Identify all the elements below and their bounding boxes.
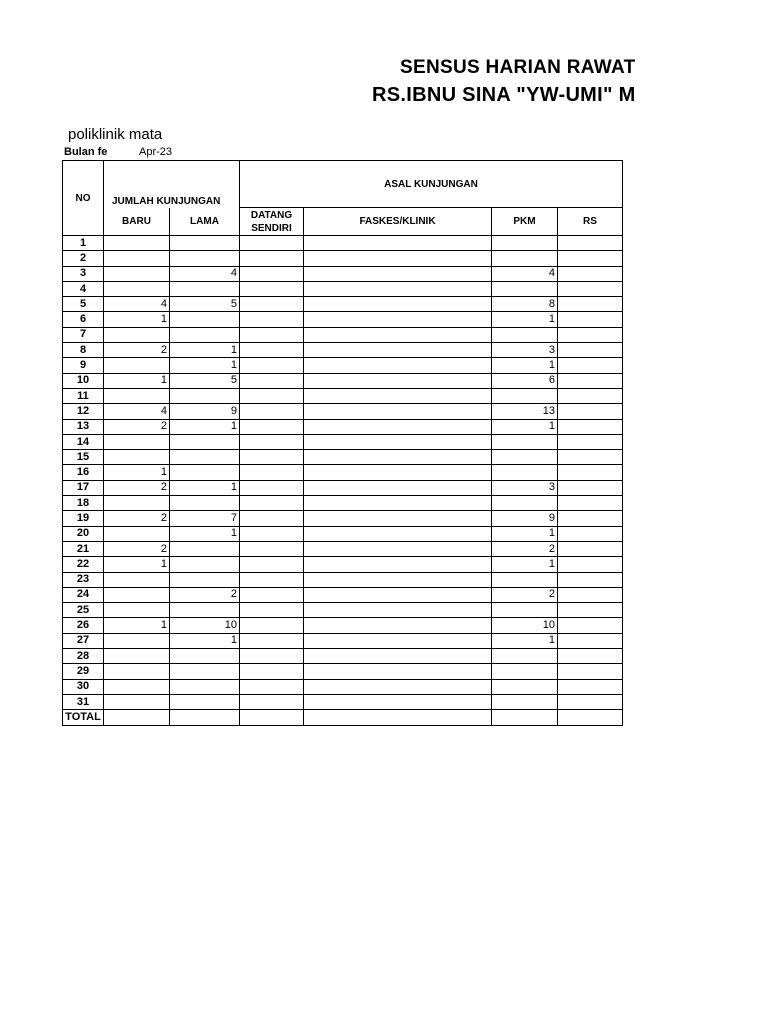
cell-no: 23 — [63, 572, 104, 587]
table-row — [63, 373, 623, 388]
table-row — [63, 251, 623, 266]
cell-datang — [240, 236, 304, 251]
cell-no: 26 — [63, 618, 104, 633]
cell-lama: 10 — [170, 618, 240, 633]
cell-no: 24 — [63, 587, 104, 602]
cell-no: 29 — [63, 664, 104, 679]
table-row — [63, 434, 623, 449]
cell-datang — [240, 434, 304, 449]
table-row — [63, 388, 623, 403]
cell-faskes — [304, 419, 492, 434]
cell-lama — [170, 388, 240, 403]
cell-rs — [558, 404, 623, 419]
cell-pkm — [492, 496, 558, 511]
table-row — [63, 694, 623, 709]
cell-faskes — [304, 266, 492, 281]
cell-baru — [104, 388, 170, 403]
cell-baru — [104, 633, 170, 648]
cell-lama — [170, 465, 240, 480]
cell-rs — [558, 572, 623, 587]
header-rs: RS — [558, 208, 623, 236]
table-row — [63, 587, 623, 602]
cell-no: 22 — [63, 557, 104, 572]
cell-no: 30 — [63, 679, 104, 694]
cell-rs — [558, 327, 623, 342]
table-row — [63, 358, 623, 373]
cell-faskes — [304, 649, 492, 664]
cell-datang — [240, 618, 304, 633]
cell-faskes — [304, 511, 492, 526]
cell-pkm — [492, 572, 558, 587]
cell-faskes — [304, 526, 492, 541]
cell-datang — [240, 419, 304, 434]
cell-faskes — [304, 710, 492, 725]
cell-faskes — [304, 541, 492, 556]
cell-lama: 1 — [170, 526, 240, 541]
cell-pkm: 4 — [492, 266, 558, 281]
header-datang-sendiri: DATANG SENDIRI — [240, 208, 304, 236]
cell-pkm: 1 — [492, 358, 558, 373]
cell-rs — [558, 373, 623, 388]
cell-pkm: 6 — [492, 373, 558, 388]
cell-pkm: 8 — [492, 297, 558, 312]
cell-faskes — [304, 480, 492, 495]
cell-baru — [104, 572, 170, 587]
cell-rs — [558, 297, 623, 312]
cell-no: 18 — [63, 496, 104, 511]
cell-datang — [240, 327, 304, 342]
cell-faskes — [304, 434, 492, 449]
cell-baru: 2 — [104, 541, 170, 556]
cell-pkm: 2 — [492, 587, 558, 602]
cell-no: 20 — [63, 526, 104, 541]
cell-pkm — [492, 388, 558, 403]
cell-baru — [104, 603, 170, 618]
cell-faskes — [304, 664, 492, 679]
cell-baru — [104, 266, 170, 281]
table-row — [63, 541, 623, 556]
cell-pkm — [492, 450, 558, 465]
cell-no: 9 — [63, 358, 104, 373]
table-row — [63, 450, 623, 465]
cell-datang — [240, 710, 304, 725]
cell-no: 27 — [63, 633, 104, 648]
cell-no: 16 — [63, 465, 104, 480]
cell-datang — [240, 450, 304, 465]
cell-lama — [170, 664, 240, 679]
cell-datang — [240, 633, 304, 648]
hospital-name: RS.IBNU SINA "YW-UMI" M — [372, 84, 636, 106]
cell-rs — [558, 281, 623, 296]
table-row — [63, 266, 623, 281]
cell-baru — [104, 694, 170, 709]
cell-faskes — [304, 343, 492, 358]
cell-pkm — [492, 434, 558, 449]
cell-lama: 4 — [170, 266, 240, 281]
cell-no: 19 — [63, 511, 104, 526]
cell-rs — [558, 694, 623, 709]
cell-rs — [558, 312, 623, 327]
cell-datang — [240, 694, 304, 709]
cell-pkm — [492, 251, 558, 266]
cell-baru — [104, 251, 170, 266]
cell-lama: 9 — [170, 404, 240, 419]
cell-pkm: 1 — [492, 633, 558, 648]
cell-no: 28 — [63, 649, 104, 664]
cell-baru — [104, 358, 170, 373]
cell-rs — [558, 251, 623, 266]
cell-pkm: 3 — [492, 480, 558, 495]
cell-rs — [558, 465, 623, 480]
cell-lama — [170, 281, 240, 296]
cell-pkm — [492, 694, 558, 709]
header-pkm: PKM — [492, 208, 558, 236]
cell-baru: 2 — [104, 511, 170, 526]
cell-baru: 1 — [104, 557, 170, 572]
cell-baru — [104, 679, 170, 694]
cell-lama — [170, 327, 240, 342]
cell-baru — [104, 587, 170, 602]
cell-rs — [558, 633, 623, 648]
cell-no: 21 — [63, 541, 104, 556]
table-row — [63, 419, 623, 434]
cell-faskes — [304, 373, 492, 388]
cell-faskes — [304, 404, 492, 419]
cell-no: 15 — [63, 450, 104, 465]
table-row — [63, 496, 623, 511]
table-row — [63, 297, 623, 312]
table-row — [63, 633, 623, 648]
table-row — [63, 679, 623, 694]
cell-faskes — [304, 496, 492, 511]
cell-rs — [558, 480, 623, 495]
cell-no: 17 — [63, 480, 104, 495]
cell-datang — [240, 404, 304, 419]
cell-rs — [558, 434, 623, 449]
cell-no: 10 — [63, 373, 104, 388]
cell-datang — [240, 679, 304, 694]
table-row — [63, 618, 623, 633]
cell-baru: 4 — [104, 297, 170, 312]
cell-lama — [170, 603, 240, 618]
cell-rs — [558, 679, 623, 694]
cell-faskes — [304, 312, 492, 327]
cell-rs — [558, 649, 623, 664]
cell-faskes — [304, 236, 492, 251]
cell-pkm — [492, 664, 558, 679]
cell-lama — [170, 496, 240, 511]
cell-no: 8 — [63, 343, 104, 358]
cell-lama: 1 — [170, 343, 240, 358]
cell-baru: 2 — [104, 419, 170, 434]
table-row — [63, 343, 623, 358]
cell-rs — [558, 603, 623, 618]
cell-no: 13 — [63, 419, 104, 434]
cell-pkm: 9 — [492, 511, 558, 526]
cell-pkm — [492, 281, 558, 296]
table-row — [63, 557, 623, 572]
cell-rs — [558, 511, 623, 526]
month-label: Bulan fe — [64, 146, 108, 158]
cell-datang — [240, 358, 304, 373]
cell-lama: 1 — [170, 358, 240, 373]
cell-lama — [170, 312, 240, 327]
cell-pkm: 1 — [492, 526, 558, 541]
table-row — [63, 664, 623, 679]
table-row — [63, 236, 623, 251]
cell-no: 3 — [63, 266, 104, 281]
clinic-name: poliklinik mata — [68, 126, 163, 143]
cell-no: 7 — [63, 327, 104, 342]
cell-lama — [170, 649, 240, 664]
cell-no: 14 — [63, 434, 104, 449]
cell-baru — [104, 664, 170, 679]
cell-rs — [558, 557, 623, 572]
cell-baru: 4 — [104, 404, 170, 419]
cell-datang — [240, 664, 304, 679]
cell-baru — [104, 434, 170, 449]
cell-rs — [558, 388, 623, 403]
cell-lama: 7 — [170, 511, 240, 526]
cell-rs — [558, 450, 623, 465]
header-lama: LAMA — [170, 208, 240, 236]
cell-rs — [558, 710, 623, 725]
cell-datang — [240, 388, 304, 403]
table-row — [63, 404, 623, 419]
cell-pkm — [492, 465, 558, 480]
cell-lama: 1 — [170, 480, 240, 495]
cell-datang — [240, 465, 304, 480]
cell-pkm: 3 — [492, 343, 558, 358]
cell-pkm: 1 — [492, 419, 558, 434]
header-baru: BARU — [104, 208, 170, 236]
cell-faskes — [304, 450, 492, 465]
table-row — [63, 649, 623, 664]
cell-rs — [558, 496, 623, 511]
cell-rs — [558, 358, 623, 373]
header-faskes-klinik: FASKES/KLINIK — [304, 208, 492, 236]
cell-no: 25 — [63, 603, 104, 618]
cell-rs — [558, 587, 623, 602]
cell-pkm: 1 — [492, 312, 558, 327]
cell-faskes — [304, 465, 492, 480]
cell-pkm — [492, 679, 558, 694]
cell-baru — [104, 710, 170, 725]
cell-baru — [104, 649, 170, 664]
cell-datang — [240, 572, 304, 587]
cell-rs — [558, 618, 623, 633]
table-row — [63, 603, 623, 618]
cell-rs — [558, 266, 623, 281]
cell-lama — [170, 710, 240, 725]
cell-baru — [104, 496, 170, 511]
cell-datang — [240, 587, 304, 602]
cell-datang — [240, 541, 304, 556]
cell-pkm: 1 — [492, 557, 558, 572]
cell-no: 4 — [63, 281, 104, 296]
cell-baru: 1 — [104, 618, 170, 633]
cell-rs — [558, 526, 623, 541]
table-row — [63, 572, 623, 587]
cell-no: 1 — [63, 236, 104, 251]
cell-no: 31 — [63, 694, 104, 709]
cell-baru — [104, 526, 170, 541]
cell-rs — [558, 419, 623, 434]
cell-datang — [240, 266, 304, 281]
cell-datang — [240, 603, 304, 618]
cell-lama — [170, 541, 240, 556]
cell-datang — [240, 511, 304, 526]
cell-rs — [558, 343, 623, 358]
cell-lama — [170, 694, 240, 709]
cell-rs — [558, 236, 623, 251]
table-row — [63, 526, 623, 541]
cell-baru: 1 — [104, 312, 170, 327]
cell-rs — [558, 664, 623, 679]
cell-datang — [240, 281, 304, 296]
cell-datang — [240, 312, 304, 327]
cell-faskes — [304, 388, 492, 403]
cell-baru: 1 — [104, 373, 170, 388]
cell-baru: 1 — [104, 465, 170, 480]
cell-lama: 5 — [170, 373, 240, 388]
cell-no: TOTAL — [63, 710, 104, 725]
cell-lama: 5 — [170, 297, 240, 312]
cell-faskes — [304, 633, 492, 648]
cell-faskes — [304, 297, 492, 312]
cell-pkm: 10 — [492, 618, 558, 633]
table-row — [63, 480, 623, 495]
cell-pkm: 2 — [492, 541, 558, 556]
cell-no: 11 — [63, 388, 104, 403]
cell-rs — [558, 541, 623, 556]
census-table — [62, 160, 623, 726]
cell-faskes — [304, 694, 492, 709]
cell-faskes — [304, 679, 492, 694]
table-row — [63, 281, 623, 296]
cell-pkm: 13 — [492, 404, 558, 419]
table-row — [63, 327, 623, 342]
header-no: NO — [63, 161, 104, 236]
cell-faskes — [304, 358, 492, 373]
cell-faskes — [304, 618, 492, 633]
cell-datang — [240, 251, 304, 266]
cell-no: 12 — [63, 404, 104, 419]
document-title: SENSUS HARIAN RAWAT — [400, 57, 636, 78]
cell-lama — [170, 679, 240, 694]
table-row — [63, 710, 623, 725]
cell-datang — [240, 480, 304, 495]
cell-baru: 2 — [104, 343, 170, 358]
cell-datang — [240, 373, 304, 388]
cell-datang — [240, 297, 304, 312]
header-asal-kunjungan: ASAL KUNJUNGAN — [240, 161, 623, 208]
table-row — [63, 312, 623, 327]
cell-datang — [240, 557, 304, 572]
cell-faskes — [304, 557, 492, 572]
cell-faskes — [304, 587, 492, 602]
cell-lama: 1 — [170, 633, 240, 648]
cell-datang — [240, 343, 304, 358]
cell-pkm — [492, 236, 558, 251]
cell-lama — [170, 434, 240, 449]
header-jumlah-kunjungan: JUMLAH KUNJUNGAN — [104, 161, 240, 208]
cell-lama — [170, 236, 240, 251]
cell-lama — [170, 572, 240, 587]
cell-baru — [104, 450, 170, 465]
cell-datang — [240, 496, 304, 511]
cell-faskes — [304, 281, 492, 296]
cell-lama: 2 — [170, 587, 240, 602]
cell-baru — [104, 327, 170, 342]
cell-faskes — [304, 327, 492, 342]
month-value: Apr-23 — [139, 146, 173, 158]
cell-baru: 2 — [104, 480, 170, 495]
cell-no: 2 — [63, 251, 104, 266]
cell-pkm — [492, 603, 558, 618]
cell-no: 6 — [63, 312, 104, 327]
cell-no: 5 — [63, 297, 104, 312]
cell-lama: 1 — [170, 419, 240, 434]
cell-baru — [104, 236, 170, 251]
cell-pkm — [492, 710, 558, 725]
cell-lama — [170, 557, 240, 572]
cell-faskes — [304, 572, 492, 587]
cell-faskes — [304, 603, 492, 618]
table-row — [63, 465, 623, 480]
cell-pkm — [492, 327, 558, 342]
table-row — [63, 511, 623, 526]
cell-baru — [104, 281, 170, 296]
cell-faskes — [304, 251, 492, 266]
cell-lama — [170, 251, 240, 266]
cell-datang — [240, 649, 304, 664]
cell-datang — [240, 526, 304, 541]
cell-pkm — [492, 649, 558, 664]
cell-lama — [170, 450, 240, 465]
